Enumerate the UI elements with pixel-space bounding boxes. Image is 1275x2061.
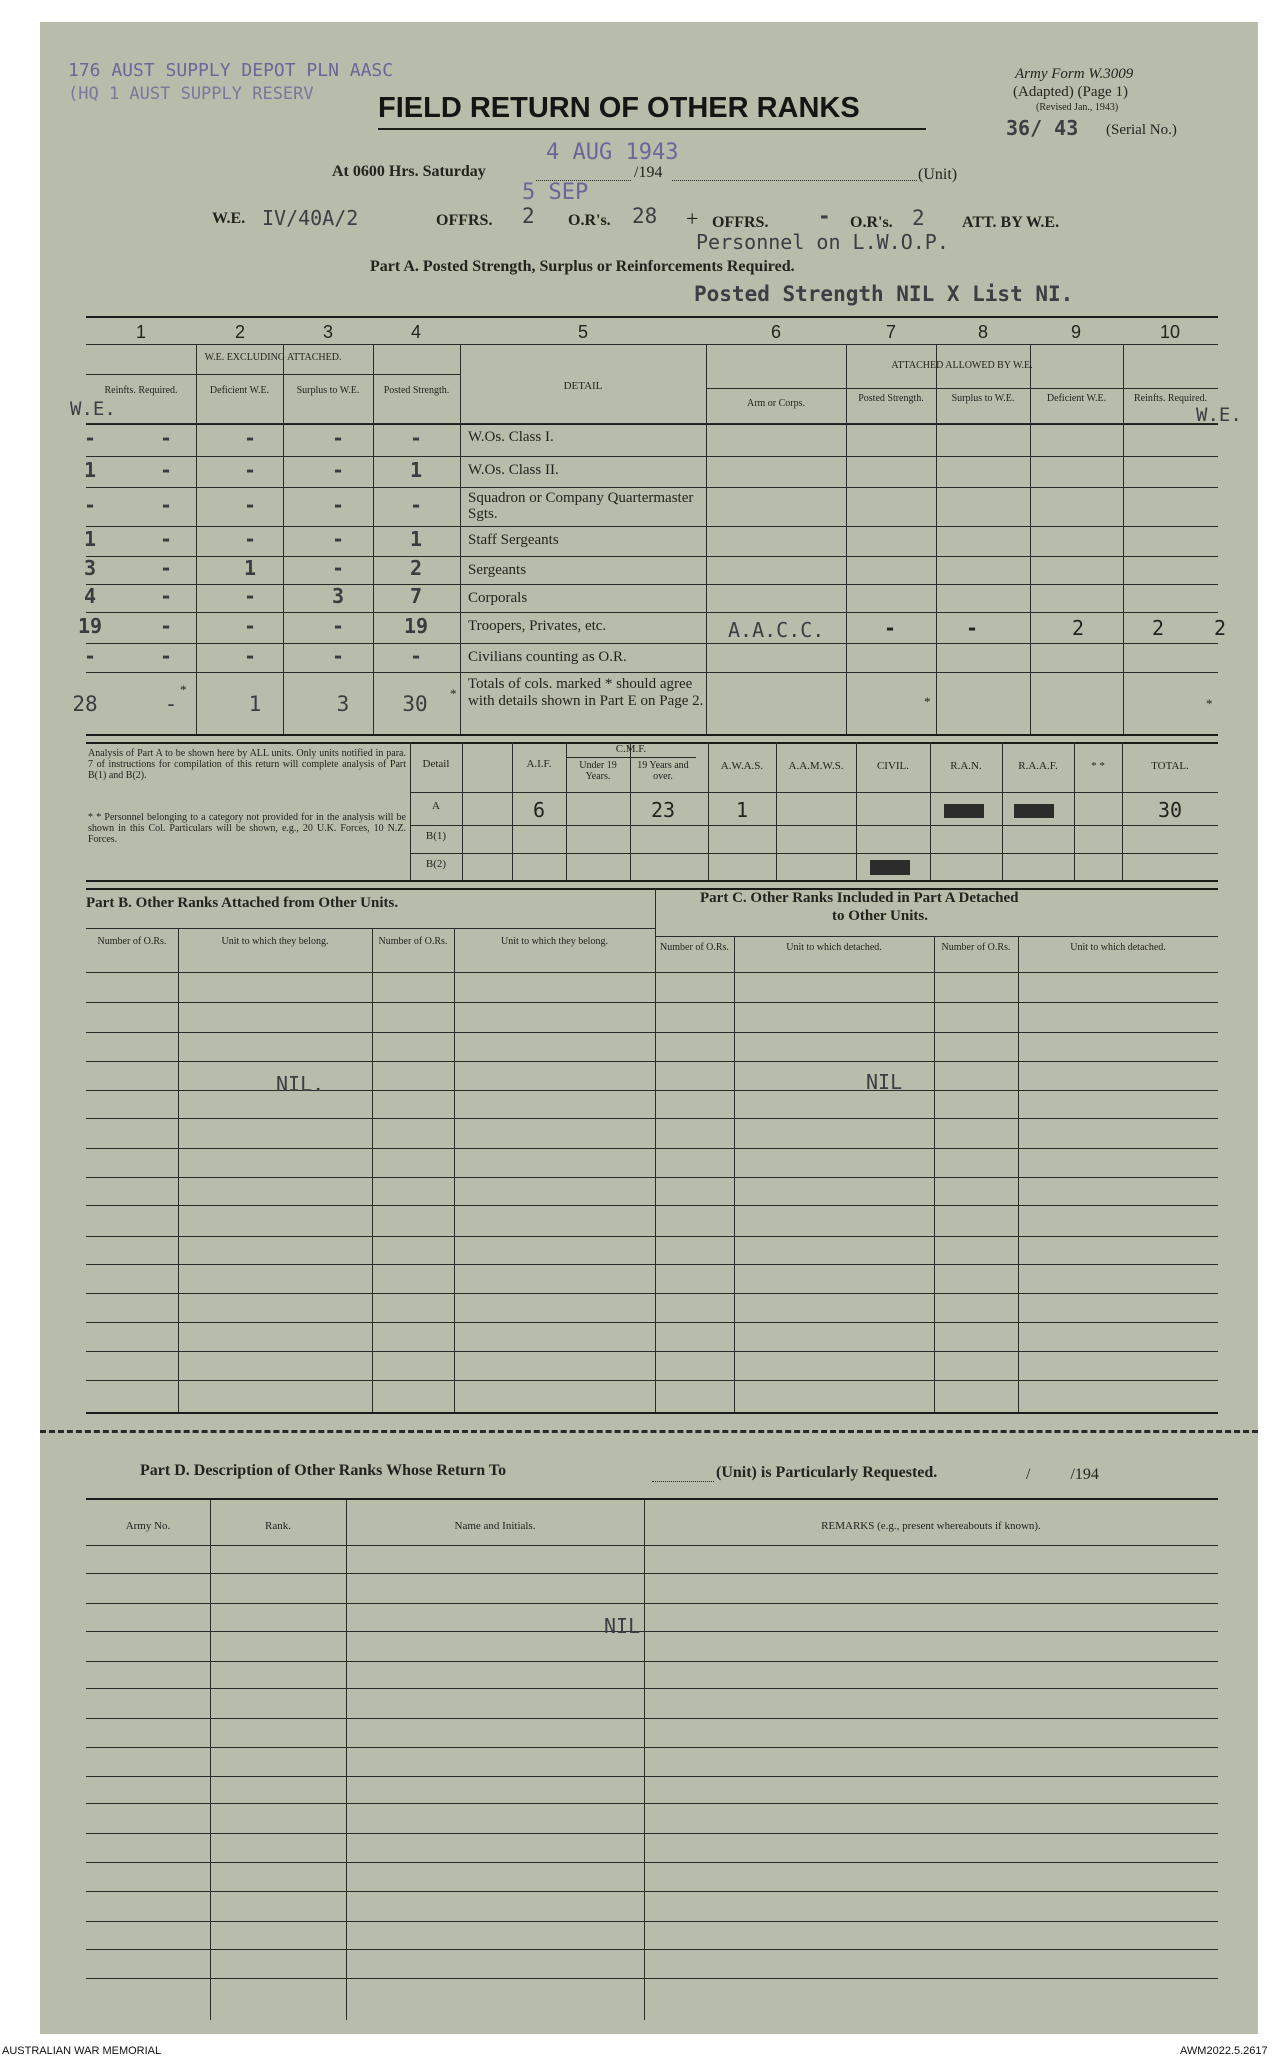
column-subheading: Surplus to W.E. bbox=[951, 393, 1015, 404]
row-value: - bbox=[243, 643, 257, 668]
analysis-row-line bbox=[410, 853, 1218, 854]
row-value: - bbox=[331, 613, 345, 638]
totals-value: 1 bbox=[248, 692, 262, 716]
part-b-row-line bbox=[86, 1148, 655, 1149]
attached-posted-value: - bbox=[883, 616, 897, 640]
column-number: 9 bbox=[1070, 322, 1081, 342]
attached-reinfts-value: 2 bbox=[1151, 616, 1165, 640]
part-c-nil: NIL bbox=[866, 1070, 903, 1094]
part-d-header-bottom bbox=[86, 1545, 1218, 1546]
asterisk-mark: * bbox=[450, 686, 457, 701]
we-right-mark: W.E. bbox=[1196, 404, 1242, 426]
part-d-row-line bbox=[86, 1921, 1218, 1922]
analysis-head-civil: CIVIL. bbox=[876, 760, 910, 772]
part-c-heading-cont: to Other Units. bbox=[832, 908, 928, 924]
offrs-value: 2 bbox=[522, 204, 535, 228]
column-number: 3 bbox=[322, 322, 333, 342]
part-b-header-bottom bbox=[86, 972, 655, 973]
part-b-row-line bbox=[86, 1002, 655, 1003]
part-b-row-line bbox=[86, 1236, 655, 1237]
part-c-row-line bbox=[655, 1002, 1218, 1003]
offrs2-label: OFFRS. bbox=[712, 214, 769, 231]
part-b-row-line bbox=[86, 1264, 655, 1265]
row-value: - bbox=[409, 425, 423, 450]
row-value: - bbox=[159, 584, 173, 608]
totals-value: 28 bbox=[72, 692, 98, 716]
analysis-head-aif: A.I.F. bbox=[526, 758, 552, 770]
row-value: - bbox=[243, 613, 257, 638]
posted-strength-note: Posted Strength NIL X List NI. bbox=[694, 282, 1074, 306]
part-c-subheading: Unit to which detached. bbox=[1070, 942, 1166, 953]
part-d-nil: NIL bbox=[604, 1614, 641, 1638]
part-c-row-line bbox=[655, 1264, 1218, 1265]
row-detail-label: W.Os. Class I. bbox=[468, 429, 554, 445]
part-c-subheading: Unit to which detached. bbox=[786, 942, 882, 953]
analysis-head-raaf: R.A.A.F. bbox=[1018, 760, 1058, 772]
row-detail-label: Staff Sergeants bbox=[468, 532, 559, 548]
analysis-head-under19: Under 19 Years. bbox=[579, 760, 617, 782]
part-b-column-line bbox=[178, 928, 179, 1412]
part-c-subheading: Number of O.Rs. bbox=[660, 942, 729, 953]
row-value: - bbox=[243, 584, 257, 608]
row-value: - bbox=[159, 425, 173, 450]
form-adapted: (Adapted) (Page 1) bbox=[1013, 84, 1128, 100]
lwop-text: Personnel on L.W.O.P. bbox=[696, 230, 949, 254]
row-value: 19 bbox=[77, 613, 103, 638]
analysis-row-label: B(1) bbox=[425, 830, 447, 842]
part-c-row-line bbox=[655, 1322, 1218, 1323]
part-b-row-line bbox=[86, 1322, 655, 1323]
part-c-column-line bbox=[734, 936, 735, 1412]
part-b-row-line bbox=[86, 1032, 655, 1033]
ors2-label: O.R's. bbox=[850, 214, 893, 231]
column-subheading: Posted Strength. bbox=[383, 385, 450, 396]
column-number: 8 bbox=[977, 322, 988, 342]
year-label: /194 bbox=[634, 164, 663, 181]
part-c-row-line bbox=[655, 1236, 1218, 1237]
part-c-row-line bbox=[655, 1293, 1218, 1294]
attached-extra-value: 2 bbox=[1213, 616, 1227, 640]
row-detail-label: Corporals bbox=[468, 590, 528, 606]
row-line bbox=[86, 423, 1218, 424]
column-line bbox=[373, 344, 374, 734]
title-underline bbox=[378, 128, 926, 130]
part-d-row-line bbox=[86, 1573, 1218, 1574]
part-d-row-line bbox=[86, 1776, 1218, 1777]
group-heading-rule bbox=[86, 374, 460, 375]
analysis-bottom-border bbox=[86, 880, 1218, 882]
totals-label: Totals of cols. marked * should agree with details shown in Part E on Page 2. bbox=[468, 676, 704, 709]
part-d-row-line bbox=[86, 1803, 1218, 1804]
row-value: 1 bbox=[409, 527, 423, 551]
unit-dotted-line bbox=[672, 180, 917, 181]
part-c-row-line bbox=[655, 1118, 1218, 1119]
part-d-subheading: Name and Initials. bbox=[454, 1520, 536, 1532]
analysis-head-other: * * bbox=[1091, 760, 1105, 772]
row-value: - bbox=[331, 556, 345, 580]
row-value: - bbox=[159, 457, 173, 482]
offrs2-value: - bbox=[818, 204, 831, 228]
part-a-top-border bbox=[86, 316, 1218, 318]
column-subheading: Deficient W.E. bbox=[1046, 393, 1107, 404]
analysis-column-line bbox=[462, 742, 463, 880]
column-line bbox=[936, 344, 937, 734]
row-value: 3 bbox=[83, 556, 97, 580]
detail-heading: DETAIL bbox=[563, 380, 603, 392]
row-value: - bbox=[83, 643, 97, 668]
analysis-awas-value: 1 bbox=[735, 798, 749, 822]
asterisk-mark: * bbox=[180, 682, 187, 697]
part-d-unit-line bbox=[652, 1481, 714, 1482]
part-d-column-line bbox=[644, 1498, 645, 2020]
part-b-row-line bbox=[86, 1205, 655, 1206]
totals-value: 3 bbox=[336, 692, 350, 716]
row-value: - bbox=[83, 425, 97, 450]
part-b-row-line bbox=[86, 1118, 655, 1119]
part-b-header-top bbox=[86, 928, 655, 929]
offrs-label: OFFRS. bbox=[436, 212, 493, 229]
part-d-row-line bbox=[86, 1949, 1218, 1950]
row-value: 1 bbox=[83, 457, 97, 482]
group-heading-we-excluding: W.E. EXCLUDING ATTACHED. bbox=[204, 352, 342, 363]
part-d-row-line bbox=[86, 1862, 1218, 1863]
totals-bottom-line bbox=[86, 734, 1218, 736]
row-value: - bbox=[331, 457, 345, 482]
analysis-total-value: 30 bbox=[1157, 798, 1183, 822]
part-b-subheading: Unit to which they belong. bbox=[501, 936, 608, 947]
part-d-heading-unit: (Unit) is Particularly Requested. bbox=[716, 1464, 938, 1481]
part-c-subheading: Number of O.Rs. bbox=[941, 942, 1011, 953]
part-b-column-line bbox=[372, 928, 373, 1412]
number-row-line bbox=[86, 344, 1218, 345]
part-c-row-line bbox=[655, 1090, 1218, 1091]
row-value: - bbox=[159, 492, 173, 517]
row-line bbox=[86, 672, 1218, 673]
row-value: 1 bbox=[409, 457, 423, 482]
attached-deficient-value: 2 bbox=[1071, 616, 1085, 640]
part-d-subheading: Rank. bbox=[265, 1520, 291, 1532]
row-value: - bbox=[83, 492, 97, 517]
part-d-row-line bbox=[86, 1688, 1218, 1689]
cmf-sub-line bbox=[566, 757, 696, 758]
row-value: - bbox=[331, 492, 345, 517]
analysis-head-awas: A.W.A.S. bbox=[720, 760, 764, 772]
row-line bbox=[86, 487, 1218, 488]
part-b-heading: Part B. Other Ranks Attached from Other Units. bbox=[86, 895, 399, 911]
part-b-nil: NIL. bbox=[276, 1072, 325, 1096]
part-b-row-line bbox=[86, 1061, 655, 1062]
dashed-separator bbox=[40, 1430, 1258, 1433]
part-c-column-line bbox=[1018, 936, 1019, 1412]
analysis-over19-value: 23 bbox=[650, 798, 676, 822]
ors-label: O.R's. bbox=[568, 212, 611, 229]
sep-stamp: 5 SEP bbox=[522, 180, 589, 205]
analysis-row-line bbox=[410, 825, 1218, 826]
part-d-row-line bbox=[86, 1661, 1218, 1662]
row-value: 7 bbox=[409, 584, 423, 608]
row-value: - bbox=[331, 643, 345, 668]
row-value: 19 bbox=[403, 613, 429, 638]
row-value: - bbox=[409, 643, 423, 668]
column-subheading: Arm or Corps. bbox=[746, 398, 806, 409]
row-detail-label: W.Os. Class II. bbox=[468, 462, 559, 478]
date-stamp: 4 AUG 1943 bbox=[546, 140, 679, 165]
analysis-row-label: A bbox=[432, 800, 440, 812]
part-c-header-top bbox=[655, 936, 1218, 937]
unit-stamp-line2: (HQ 1 AUST SUPPLY RESERV bbox=[68, 84, 314, 104]
group-heading-rule bbox=[706, 388, 1218, 389]
analysis-aif-value: 6 bbox=[532, 798, 546, 822]
analysis-header-line bbox=[410, 792, 1218, 793]
footer-source: AUSTRALIAN WAR MEMORIAL bbox=[2, 2045, 162, 2057]
part-d-row-line bbox=[86, 1891, 1218, 1892]
analysis-note: Analysis of Part A to be shown here by ALL units. Only units notified in para. 7 of instructions for compilation of this return will complete analysis of Part B(1) and B(2). bbox=[88, 748, 406, 781]
row-detail-label: Sergeants bbox=[468, 562, 527, 578]
column-number: 7 bbox=[885, 322, 896, 342]
part-b-column-line bbox=[454, 928, 455, 1412]
part-c-row-line bbox=[655, 1148, 1218, 1149]
att-by-we-label: ATT. BY W.E. bbox=[962, 214, 1060, 231]
part-bc-divider bbox=[655, 888, 656, 1412]
part-c-heading: Part C. Other Ranks Included in Part A Detached bbox=[700, 890, 1019, 906]
form-revised: (Revised Jan., 1943) bbox=[1036, 102, 1119, 113]
part-c-header-bottom bbox=[655, 972, 1218, 973]
ors2-value: 2 bbox=[912, 206, 925, 230]
attached-arm-value: A.A.C.C. bbox=[728, 618, 825, 642]
part-d-row-line bbox=[86, 1978, 1218, 1979]
analysis-head-detail: Detail bbox=[422, 758, 450, 770]
column-number: 2 bbox=[234, 322, 245, 342]
part-d-subheading: REMARKS (e.g., present whereabouts if known). bbox=[821, 1520, 1041, 1532]
part-b-row-line bbox=[86, 1293, 655, 1294]
analysis-head-over19: 19 Years and over. bbox=[637, 760, 689, 782]
row-value: - bbox=[159, 613, 173, 638]
row-value: - bbox=[243, 492, 257, 517]
column-line bbox=[846, 344, 847, 734]
form-name: Army Form W.3009 bbox=[1015, 66, 1134, 82]
column-number: 5 bbox=[577, 322, 588, 342]
redacted-mark bbox=[944, 804, 984, 818]
part-b-row-line bbox=[86, 1351, 655, 1352]
totals-value: 30 bbox=[402, 692, 428, 716]
serial-label: (Serial No.) bbox=[1106, 122, 1177, 138]
asterisk-mark: * bbox=[1206, 696, 1213, 711]
part-b-row-line bbox=[86, 1380, 655, 1381]
part-c-row-line bbox=[655, 1032, 1218, 1033]
part-d-column-line bbox=[346, 1498, 347, 2020]
part-c-row-line bbox=[655, 1177, 1218, 1178]
column-number: 10 bbox=[1159, 322, 1181, 342]
part-d-subheading: Army No. bbox=[125, 1520, 171, 1532]
column-line bbox=[283, 344, 284, 734]
part-d-row-line bbox=[86, 1718, 1218, 1719]
part-b-subheading: Unit to which they belong. bbox=[221, 936, 329, 947]
row-value: - bbox=[159, 527, 173, 551]
column-number: 4 bbox=[410, 322, 421, 342]
column-subheading: Reinfts. Required. bbox=[1133, 393, 1208, 404]
row-value: 1 bbox=[83, 527, 97, 551]
column-line bbox=[1123, 344, 1124, 734]
part-c-row-line bbox=[655, 1380, 1218, 1381]
redacted-mark bbox=[1014, 804, 1054, 818]
part-b-row-line bbox=[86, 1090, 655, 1091]
analysis-footnote: * * Personnel belonging to a category not provided for in the analysis will be shown in this Col. Particulars will be shown, e.g., 20 U.K. Forces, 10 N.Z. Forces. bbox=[88, 812, 406, 845]
analysis-head-aamws: A.A.M.W.S. bbox=[788, 760, 844, 772]
column-line bbox=[196, 344, 197, 734]
column-subheading: Reinfts. Required. bbox=[104, 385, 178, 396]
row-value: - bbox=[243, 527, 257, 551]
group-heading-attached: ATTACHED ALLOWED BY W.E. bbox=[891, 360, 1033, 371]
row-detail-label: Civilians counting as O.R. bbox=[468, 649, 627, 665]
column-number: 1 bbox=[135, 322, 146, 342]
part-c-row-line bbox=[655, 1205, 1218, 1206]
part-c-column-line bbox=[934, 936, 935, 1412]
part-b-row-line bbox=[86, 1177, 655, 1178]
we-label: W.E. bbox=[212, 210, 246, 227]
attached-surplus-value: - bbox=[965, 616, 979, 640]
part-b-subheading: Number of O.Rs. bbox=[378, 936, 448, 947]
part-bc-bottom-border bbox=[86, 1412, 1218, 1414]
row-value: 4 bbox=[83, 584, 97, 608]
unit-label: (Unit) bbox=[918, 166, 958, 183]
column-subheading: Surplus to W.E. bbox=[296, 385, 360, 396]
analysis-head-total: TOTAL. bbox=[1151, 760, 1189, 772]
row-value: - bbox=[243, 425, 257, 450]
column-subheading: Deficient W.E. bbox=[209, 385, 270, 396]
row-value: - bbox=[159, 556, 173, 580]
part-d-heading-date: / /194 bbox=[1026, 1466, 1099, 1483]
ors-value: 28 bbox=[632, 204, 658, 228]
form-title: FIELD RETURN OF OTHER RANKS bbox=[378, 92, 860, 124]
part-bc-top-border bbox=[86, 888, 1218, 890]
part-c-row-line bbox=[655, 1061, 1218, 1062]
part-d-row-line bbox=[86, 1631, 1218, 1632]
part-c-row-line bbox=[655, 1351, 1218, 1352]
part-d-row-line bbox=[86, 1747, 1218, 1748]
asterisk-mark: * bbox=[924, 694, 931, 709]
redacted-mark bbox=[870, 860, 910, 875]
column-subheading: Posted Strength. bbox=[858, 393, 924, 404]
serial-number: 36/ 43 bbox=[1006, 116, 1079, 140]
column-number: 6 bbox=[770, 322, 781, 342]
at-hours-label: At 0600 Hrs. Saturday bbox=[332, 163, 486, 180]
totals-value: - bbox=[164, 692, 178, 716]
row-value: - bbox=[159, 643, 173, 668]
part-d-heading: Part D. Description of Other Ranks Whose Return To bbox=[140, 1462, 507, 1479]
we-value: IV/40A/2 bbox=[262, 206, 359, 230]
analysis-head-cmf: C.M.F. bbox=[615, 743, 647, 755]
unit-stamp-line1: 176 AUST SUPPLY DEPOT PLN AASC bbox=[68, 60, 394, 81]
row-value: - bbox=[243, 457, 257, 482]
analysis-row-label: B(2) bbox=[425, 858, 447, 870]
part-a-heading: Part A. Posted Strength, Surplus or Reinforcements Required. bbox=[370, 258, 795, 275]
column-line bbox=[460, 344, 461, 734]
row-value: 3 bbox=[331, 584, 345, 608]
we-left-mark: W.E. bbox=[70, 398, 116, 420]
row-detail-label: Troopers, Privates, etc. bbox=[468, 618, 607, 634]
part-d-row-line bbox=[86, 1603, 1218, 1604]
column-line bbox=[1030, 344, 1031, 734]
row-value: 1 bbox=[243, 556, 257, 580]
row-value: - bbox=[409, 492, 423, 517]
analysis-head-ran: R.A.N. bbox=[950, 760, 982, 772]
row-value: 2 bbox=[409, 556, 423, 580]
part-d-top-border bbox=[86, 1498, 1218, 1500]
footer-reference: AWM2022.5.2617 bbox=[1180, 2045, 1268, 2057]
plus-sign: + bbox=[686, 206, 699, 231]
row-value: - bbox=[331, 527, 345, 551]
row-detail-label: Squadron or Company Quartermaster Sgts. bbox=[468, 490, 694, 522]
row-value: - bbox=[331, 425, 345, 450]
part-b-subheading: Number of O.Rs. bbox=[97, 936, 167, 947]
analysis-column-line bbox=[410, 742, 411, 880]
part-d-column-line bbox=[210, 1498, 211, 2020]
column-line bbox=[706, 350, 707, 734]
part-d-row-line bbox=[86, 1833, 1218, 1834]
